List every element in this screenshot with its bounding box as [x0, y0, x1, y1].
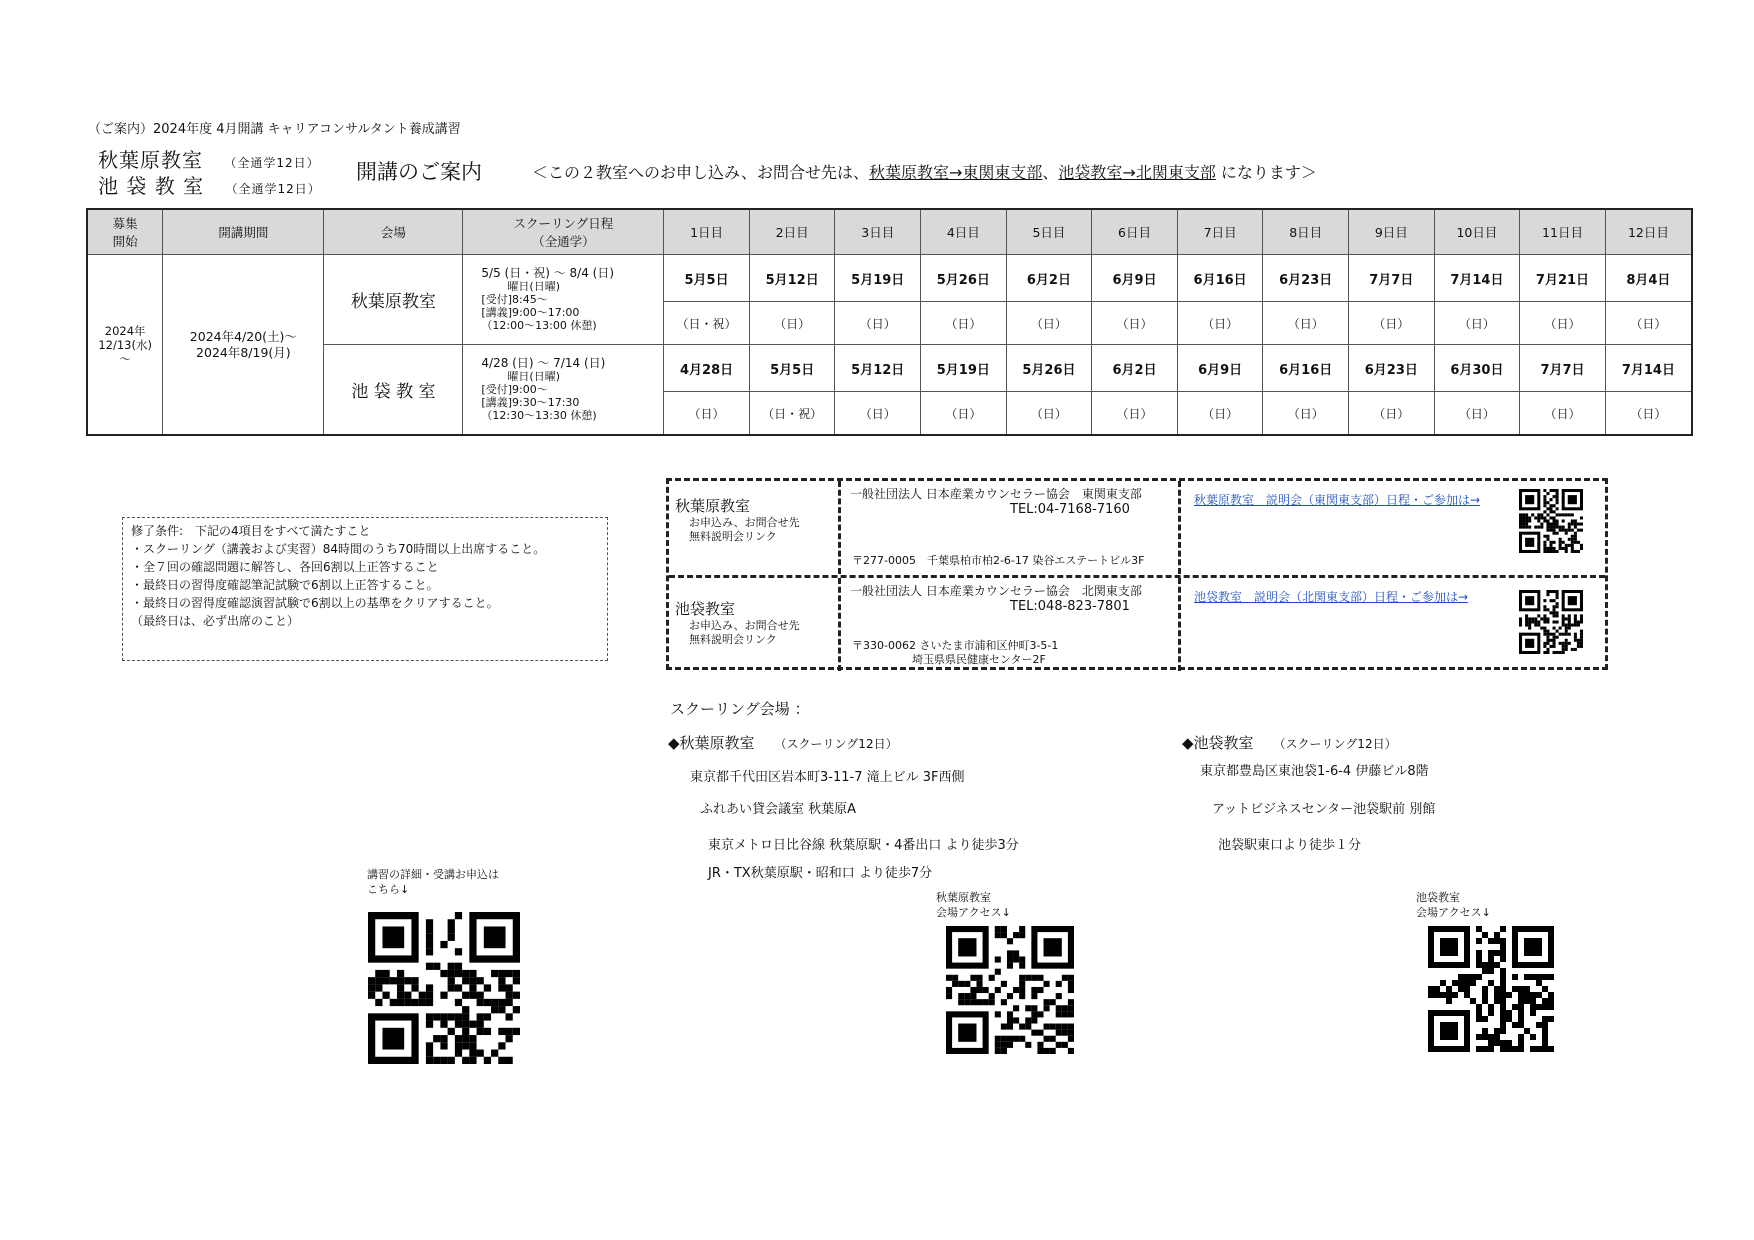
venue-akihabara: 秋葉原教室 — [324, 255, 463, 345]
contact-address: 〒277-0005 千葉県柏市柏2-6-17 染谷エステートビル3F — [852, 554, 1145, 567]
title-ikebukuro — [98, 170, 321, 199]
schedule-ikebukuro-break: （12:30～13:30 休憩) — [481, 409, 597, 422]
contact-row-ikebukuro — [669, 575, 1605, 671]
qr-ikebukuro-label — [1416, 890, 1491, 920]
header-day-8: 8日目 — [1263, 209, 1349, 255]
header-venue: 会場 — [324, 209, 463, 255]
header-day-7: 7日目 — [1177, 209, 1263, 255]
dow-cell: （日） — [1263, 302, 1349, 345]
dow-cell: （日） — [1177, 392, 1263, 436]
header-day-2: 2日目 — [749, 209, 835, 255]
header-period: 開講期間 — [163, 209, 324, 255]
qr-code-icon[interactable] — [1519, 590, 1583, 654]
recruit-start-tilde: ～ — [119, 351, 131, 366]
date-cell: 5月5日 — [664, 255, 750, 302]
contact-address-line2: 埼玉県県民健康センター2F — [912, 653, 1046, 666]
dow-cell: （日） — [1520, 392, 1606, 436]
qr-ikebukuro-label-line2: 会場アクセス↓ — [1416, 906, 1491, 919]
header-day-9: 9日目 — [1349, 209, 1435, 255]
date-cell: 7月14日 — [1434, 255, 1520, 302]
contact-address-line1: 〒330-0062 さいたま市浦和区仲町3-5-1 — [852, 639, 1059, 652]
date-cell: 6月30日 — [1434, 345, 1520, 392]
main-title: 開講のご案内 — [356, 160, 482, 184]
dow-cell: （日） — [921, 302, 1007, 345]
qr-ikebukuro-label-line1: 池袋教室 — [1416, 891, 1460, 904]
qr-main-label-line1: 講習の詳細・受講お申込は — [367, 868, 499, 881]
dow-cell: （日） — [1434, 302, 1520, 345]
contact-room-name: 秋葉原教室 — [675, 497, 751, 515]
notice-suffix: になります＞ — [1215, 163, 1317, 182]
dow-cell: （日） — [1349, 392, 1435, 436]
date-cell: 5月5日 — [749, 345, 835, 392]
schedule-table — [86, 208, 1693, 436]
qr-main-label-line2: こちら↓ — [367, 883, 410, 896]
header-day-1: 1日目 — [664, 209, 750, 255]
date-cell: 5月26日 — [921, 255, 1007, 302]
qr-code-icon[interactable] — [946, 926, 1074, 1054]
schedule-akihabara-range: 5/5 (日・祝) ～ 8/4 (日) — [481, 266, 615, 280]
recruit-start-cell — [87, 255, 163, 436]
schedule-ikebukuro-reception: [受付]9:00～ — [481, 383, 548, 396]
schedule-akihabara-lecture: [講義]9:00～17:00 — [481, 306, 580, 319]
title-ikebukuro-name: 池 袋 教 室 — [98, 174, 205, 198]
qr-akihabara-label-line2: 会場アクセス↓ — [936, 906, 1011, 919]
dow-cell: （日） — [749, 302, 835, 345]
completion-title: 修了条件: 下記の4項目をすべて満たすこと — [131, 524, 371, 538]
contact-room-cell — [669, 578, 841, 671]
date-cell: 6月9日 — [1092, 255, 1178, 302]
date-cell: 6月16日 — [1263, 345, 1349, 392]
dow-cell: （日） — [664, 392, 750, 436]
date-cell: 6月16日 — [1177, 255, 1263, 302]
dow-cell: （日） — [1263, 392, 1349, 436]
table-row-ikebukuro-dates — [87, 345, 1692, 392]
title-ikebukuro-sub: （全通学12日） — [225, 182, 321, 196]
completion-item: （最終日は、必ず出席のこと） — [131, 614, 300, 628]
title-akihabara-name: 秋葉原教室 — [98, 148, 203, 172]
venue-ikebukuro: 池 袋 教 室 — [324, 345, 463, 436]
dow-cell: （日） — [1520, 302, 1606, 345]
qr-akihabara-label-line1: 秋葉原教室 — [936, 891, 991, 904]
date-cell: 7月7日 — [1520, 345, 1606, 392]
venue-akihabara-title — [668, 732, 898, 753]
date-cell: 7月14日 — [1605, 345, 1692, 392]
qr-main-label — [367, 867, 499, 897]
contact-row-akihabara — [669, 481, 1605, 574]
seminar-link-akihabara[interactable]: 秋葉原教室 説明会（東関東支部）日程・ご参加は→ — [1194, 493, 1481, 507]
venue-akihabara-name: ◆秋葉原教室 — [668, 734, 755, 752]
dow-cell: （日） — [1092, 392, 1178, 436]
qr-akihabara-label — [936, 890, 1011, 920]
recruit-start-date: 12/13(水) — [98, 337, 152, 352]
date-cell: 7月21日 — [1520, 255, 1606, 302]
venue-ikebukuro-address: 東京都豊島区東池袋1-6-4 伊藤ビル8階 — [1200, 764, 1429, 779]
contact-org: 一般社団法人 日本産業カウンセラー協会 東関東支部 — [850, 487, 1142, 501]
date-cell: 6月9日 — [1177, 345, 1263, 392]
notice-link-ikebukuro: 池袋教室→北関東支部 — [1058, 163, 1216, 182]
schedule-akihabara-break: （12:00～13:00 休憩) — [481, 319, 597, 332]
contact-org: 一般社団法人 日本産業カウンセラー協会 北関東支部 — [850, 584, 1142, 598]
venue-akihabara-building: ふれあい貸会議室 秋葉原A — [700, 802, 857, 817]
header-day-6: 6日目 — [1092, 209, 1178, 255]
dow-cell: （日・祝） — [749, 392, 835, 436]
dow-cell: （日） — [1092, 302, 1178, 345]
schedule-akihabara-day: 曜日(日曜) — [507, 280, 561, 293]
date-cell: 5月19日 — [921, 345, 1007, 392]
title-akihabara — [98, 144, 320, 173]
completion-conditions — [122, 517, 608, 661]
dow-cell: （日） — [921, 392, 1007, 436]
header-day-4: 4日目 — [921, 209, 1007, 255]
contact-table — [666, 478, 1608, 670]
date-cell: 4月28日 — [664, 345, 750, 392]
dow-cell: （日） — [1434, 392, 1520, 436]
contact-address — [852, 639, 1058, 667]
contact-tel: TEL:048-823-7801 — [1010, 599, 1130, 614]
header-day-11: 11日目 — [1520, 209, 1606, 255]
period-cell — [163, 255, 324, 436]
schedule-ikebukuro-lecture: [講義]9:30～17:30 — [481, 396, 580, 409]
main-notice — [532, 160, 1317, 183]
date-cell: 5月12日 — [835, 345, 921, 392]
venue-ikebukuro-building: アットビジネスセンター池袋駅前 別館 — [1212, 802, 1436, 817]
venue-ikebukuro-access: 池袋駅東口より徒歩１分 — [1218, 838, 1362, 853]
header-day-10: 10日目 — [1434, 209, 1520, 255]
header-schedule: スクーリング日程 （全通学） — [463, 209, 664, 255]
date-cell: 6月2日 — [1092, 345, 1178, 392]
header-note: （ご案内）2024年度 4月開講 キャリアコンサルタント養成講習 — [88, 122, 461, 137]
venue-ikebukuro-name: ◆池袋教室 — [1182, 734, 1254, 752]
contact-room-sub1: お申込み、お問合せ先 — [689, 619, 800, 632]
completion-item: ・全７回の確認問題に解答し、各回6割以上正答すること — [131, 560, 439, 574]
contact-tel: TEL:04-7168-7160 — [1010, 502, 1130, 517]
dow-cell: （日） — [1605, 302, 1692, 345]
schedule-ikebukuro-range: 4/28 (日) ～ 7/14 (日) — [481, 356, 606, 370]
schedule-akihabara-reception: [受付]8:45～ — [481, 293, 548, 306]
date-cell: 7月7日 — [1349, 255, 1435, 302]
qr-code-icon[interactable] — [1519, 489, 1583, 553]
venue-akihabara-address: 東京都千代田区岩本町3-11-7 滝上ビル 3F西側 — [690, 770, 965, 785]
dow-cell: （日） — [835, 392, 921, 436]
qr-code-icon[interactable] — [1428, 926, 1554, 1052]
schedule-ikebukuro — [463, 345, 664, 436]
date-cell: 6月23日 — [1349, 345, 1435, 392]
header-day-3: 3日目 — [835, 209, 921, 255]
header-day-12: 12日目 — [1605, 209, 1692, 255]
dow-cell: （日） — [1006, 392, 1092, 436]
date-cell: 5月19日 — [835, 255, 921, 302]
venue-akihabara-access1: 東京メトロ日比谷線 秋葉原駅・4番出口 より徒歩3分 — [708, 838, 1019, 853]
contact-info-cell — [844, 578, 1181, 671]
contact-link-cell — [1184, 481, 1605, 574]
venue-akihabara-access2: JR・TX秋葉原駅・昭和口 より徒歩7分 — [708, 866, 933, 881]
header-day-5: 5日目 — [1006, 209, 1092, 255]
contact-link-cell — [1184, 578, 1605, 671]
contact-info-cell — [844, 481, 1181, 574]
header-recruit: 募集 開始 — [87, 209, 163, 255]
contact-room-cell — [669, 481, 841, 574]
dow-cell: （日・祝） — [664, 302, 750, 345]
venue-ikebukuro-note: （スクーリング12日） — [1273, 737, 1397, 751]
contact-room-sub2: 無料説明会リンク — [689, 530, 777, 543]
recruit-start-year: 2024年 — [104, 323, 146, 338]
date-cell: 5月12日 — [749, 255, 835, 302]
completion-item: ・最終日の習得度確認筆記試験で6割以上正答すること。 — [131, 578, 439, 592]
table-header-row — [87, 209, 1692, 255]
date-cell: 6月2日 — [1006, 255, 1092, 302]
dow-cell: （日） — [1349, 302, 1435, 345]
notice-link-akihabara: 秋葉原教室→東関東支部 — [868, 163, 1043, 182]
contact-room-name: 池袋教室 — [675, 600, 736, 618]
venue-ikebukuro-title — [1182, 732, 1397, 753]
seminar-link-ikebukuro[interactable]: 池袋教室 説明会（北関東支部）日程・ご参加は→ — [1194, 590, 1469, 604]
period-start: 2024年4/20(土)～ — [189, 328, 297, 344]
completion-item: ・スクーリング（講義および実習）84時間のうち70時間以上出席すること。 — [131, 542, 546, 556]
period-end: 2024年8/19(月) — [196, 344, 291, 360]
dow-cell: （日） — [835, 302, 921, 345]
qr-code-icon[interactable] — [368, 912, 520, 1064]
date-cell: 8月4日 — [1605, 255, 1692, 302]
schedule-ikebukuro-day: 曜日(日曜) — [507, 370, 561, 383]
contact-room-sub2: 無料説明会リンク — [689, 633, 777, 646]
dow-cell: （日） — [1006, 302, 1092, 345]
date-cell: 6月23日 — [1263, 255, 1349, 302]
dow-cell: （日） — [1177, 302, 1263, 345]
schedule-akihabara — [463, 255, 664, 345]
completion-item: ・最終日の習得度確認演習試験で6割以上の基準をクリアすること。 — [131, 596, 499, 610]
notice-sep: 、 — [1042, 163, 1059, 182]
dow-cell: （日） — [1605, 392, 1692, 436]
venue-heading: スクーリング会場 ： — [670, 700, 810, 718]
venue-akihabara-note: （スクーリング12日） — [774, 737, 898, 751]
contact-room-sub1: お申込み、お問合せ先 — [689, 516, 800, 529]
table-row-akihabara-dates — [87, 255, 1692, 302]
date-cell: 5月26日 — [1006, 345, 1092, 392]
notice-prefix: ＜この２教室へのお申し込み、お問合せ先は、 — [532, 163, 869, 182]
title-akihabara-sub: （全通学12日） — [224, 156, 320, 170]
